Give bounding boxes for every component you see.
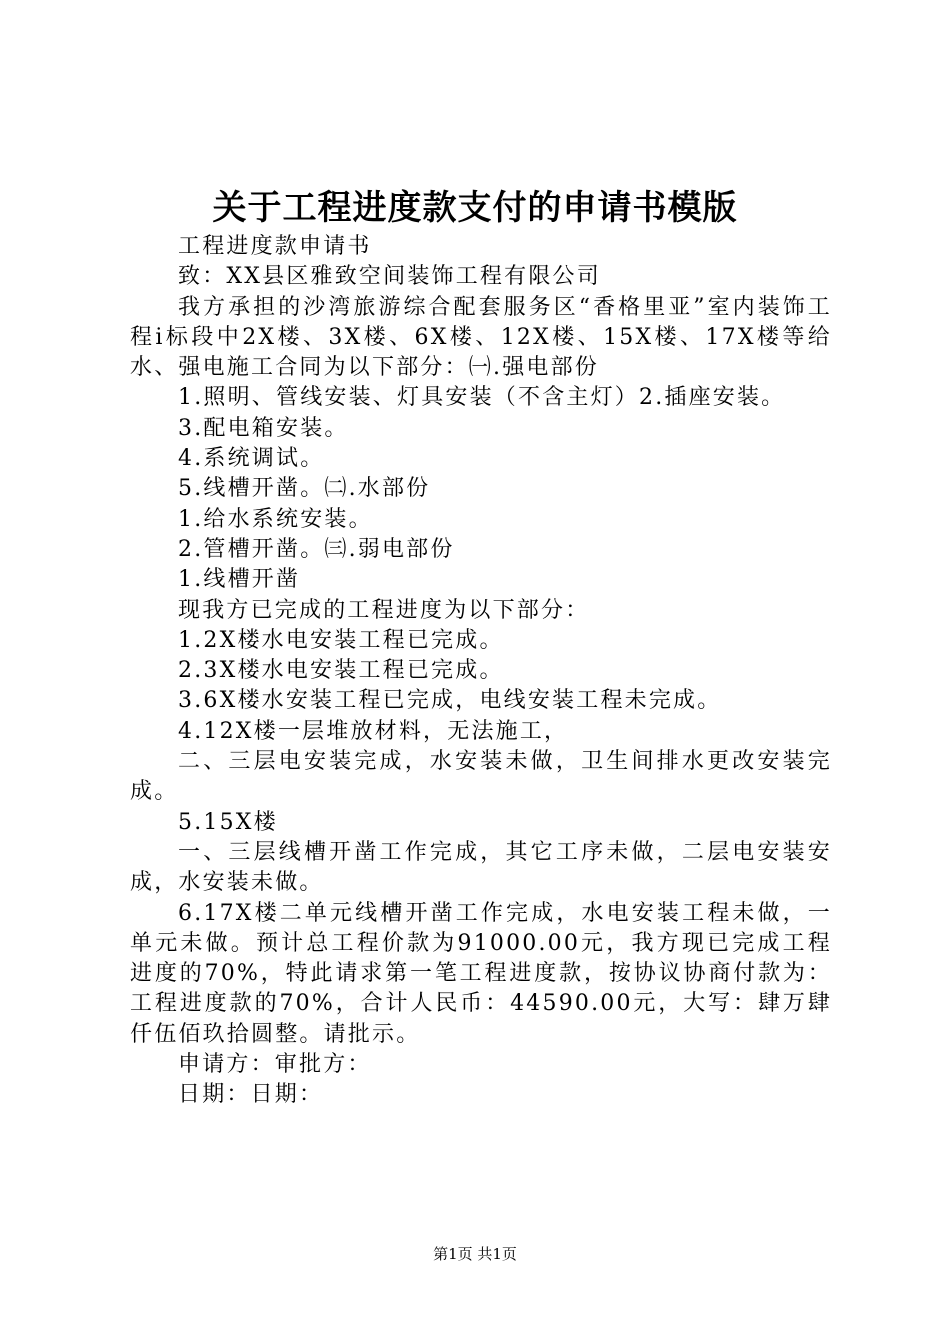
paragraph-heading: 工程进度款申请书 — [178, 234, 372, 259]
paragraph-signatories: 申请方：审批方： — [178, 1052, 372, 1078]
paragraph-item: 2.管槽开凿。㈢.弱电部份 — [178, 536, 455, 562]
paragraph-addressee: 致：XX县区雅致空间装饰工程有限公司 — [178, 264, 601, 290]
paragraph-progress-item: 3.6X楼水安装工程已完成，电线安装工程未完成。 — [178, 688, 722, 714]
page-footer: 第1页 共1页 — [433, 1245, 517, 1263]
paragraph-progress-item: 2.3X楼水电安装工程已完成。 — [178, 658, 504, 684]
paragraph-dates: 日期：日期： — [178, 1082, 324, 1108]
paragraph-payment-request: 6.17X楼二单元线槽开凿工作完成，水电安装工程未做，一单元未做。预计总工程价款为91000.00元，我方现已完成工程进度的70%，特此请求第一笔工程进度款，按协议协商付款为：工程进度款的70%，合计人民币：44590.00元，大写：肆万肆仟伍佰玖拾圆整。请批示。 — [130, 900, 832, 1047]
paragraph-progress-item: 一、三层线槽开凿工作完成，其它工序未做，二层电安装安成，水安装未做。 — [130, 839, 832, 896]
document-title: 关于工程进度款支付的申请书模版 — [212, 188, 738, 228]
paragraph-progress-item: 5.15X楼 — [178, 809, 278, 835]
paragraph-intro: 我方承担的沙湾旅游综合配套服务区“香格里亚”室内装饰工程ⅰ标段中2X楼、3X楼、6X楼、12X楼、15X楼、17X楼等给水、强电施工合同为以下部分：㈠.强电部份 — [130, 294, 832, 381]
paragraph-progress-item: 4.12X楼一层堆放材料，无法施工， — [178, 718, 569, 744]
paragraph-item: 4.系统调试。 — [178, 446, 325, 472]
paragraph-progress-intro: 现我方已完成的工程进度为以下部分： — [178, 597, 590, 623]
paragraph-item: 1.照明、管线安装、灯具安装（不含主灯）2.插座安装。 — [178, 385, 786, 411]
document-body — [130, 232, 832, 1111]
paragraph-item: 3.配电箱安装。 — [178, 415, 349, 441]
paragraph-progress-item: 二、三层电安装完成，水安装未做，卫生间排水更改安装完成。 — [130, 749, 832, 805]
paragraph-item: 5.线槽开凿。㈡.水部份 — [178, 476, 431, 502]
paragraph-item: 1.线槽开凿 — [178, 567, 301, 593]
paragraph-progress-item: 1.2X楼水电安装工程已完成。 — [178, 627, 504, 653]
paragraph-item: 1.给水系统安装。 — [178, 506, 373, 532]
